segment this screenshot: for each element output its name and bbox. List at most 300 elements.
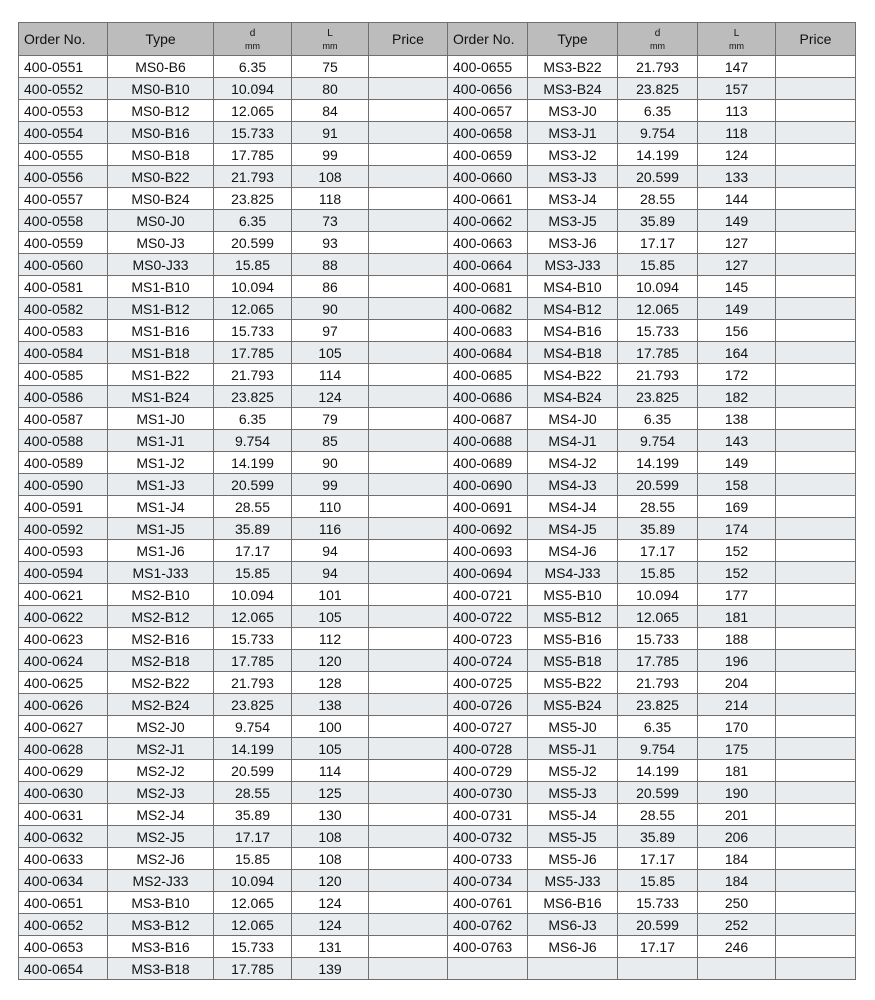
right-d-cell: 15.733: [618, 320, 698, 342]
table-row: [19, 122, 856, 144]
left-type-cell: MS3-B18: [108, 958, 214, 980]
right-l-cell: 196: [698, 650, 776, 672]
right-order-no-cell: 400-0663: [448, 232, 528, 254]
right-type-cell: MS3-J5: [528, 210, 618, 232]
right-price-cell: [776, 870, 856, 892]
left-d-cell: 12.065: [214, 914, 292, 936]
right-l-cell: 127: [698, 254, 776, 276]
table-row: [19, 386, 856, 408]
right-l-cell: 252: [698, 914, 776, 936]
right-d-cell: 17.17: [618, 936, 698, 958]
right-type-cell: MS5-B16: [528, 628, 618, 650]
left-type-cell: MS0-J33: [108, 254, 214, 276]
right-type-cell: MS6-B16: [528, 892, 618, 914]
left-order-no-cell: 400-0633: [19, 848, 108, 870]
left-price-cell: [369, 562, 448, 584]
left-price-cell: [369, 166, 448, 188]
header-row: [19, 23, 856, 56]
left-order-no-cell: 400-0625: [19, 672, 108, 694]
right-l-cell: 113: [698, 100, 776, 122]
right-l-cell: 127: [698, 232, 776, 254]
table-row: [19, 936, 856, 958]
right-d-cell: 28.55: [618, 496, 698, 518]
right-order-no-cell: 400-0660: [448, 166, 528, 188]
right-d-cell: 21.793: [618, 56, 698, 78]
right-l-cell: 158: [698, 474, 776, 496]
table-row: [19, 870, 856, 892]
left-type-cell: MS1-J2: [108, 452, 214, 474]
right-order-no-cell: [448, 958, 528, 980]
left-order-no-cell: 400-0584: [19, 342, 108, 364]
right-type-cell: MS5-J6: [528, 848, 618, 870]
right-order-no-cell: 400-0694: [448, 562, 528, 584]
table-row: [19, 738, 856, 760]
header-l-symbol: L: [327, 27, 333, 39]
right-type-cell: [528, 958, 618, 980]
table-row: [19, 848, 856, 870]
table-row: [19, 188, 856, 210]
left-d-cell: 12.065: [214, 892, 292, 914]
right-l-cell: 156: [698, 320, 776, 342]
left-order-no-cell: 400-0560: [19, 254, 108, 276]
table-row: [19, 760, 856, 782]
left-order-no-cell: 400-0627: [19, 716, 108, 738]
left-price-cell: [369, 848, 448, 870]
left-price-cell: [369, 518, 448, 540]
table-row: [19, 892, 856, 914]
left-l-cell: 75: [292, 56, 369, 78]
left-order-no-cell: 400-0623: [19, 628, 108, 650]
header-type-2: Type: [528, 23, 618, 56]
right-l-cell: 147: [698, 56, 776, 78]
header-d-unit: mm: [245, 40, 260, 51]
right-d-cell: 28.55: [618, 188, 698, 210]
left-l-cell: 130: [292, 804, 369, 826]
left-l-cell: 91: [292, 122, 369, 144]
header-d-symbol: d: [249, 27, 256, 39]
left-price-cell: [369, 496, 448, 518]
left-d-cell: 15.733: [214, 628, 292, 650]
right-order-no-cell: 400-0723: [448, 628, 528, 650]
left-price-cell: [369, 78, 448, 100]
left-type-cell: MS0-B16: [108, 122, 214, 144]
right-order-no-cell: 400-0691: [448, 496, 528, 518]
right-type-cell: MS3-J0: [528, 100, 618, 122]
header-order-no-2: Order No.: [448, 23, 528, 56]
left-order-no-cell: 400-0622: [19, 606, 108, 628]
left-price-cell: [369, 342, 448, 364]
right-price-cell: [776, 100, 856, 122]
right-l-cell: 174: [698, 518, 776, 540]
right-order-no-cell: 400-0763: [448, 936, 528, 958]
right-order-no-cell: 400-0661: [448, 188, 528, 210]
table-row: [19, 540, 856, 562]
right-order-no-cell: 400-0684: [448, 342, 528, 364]
table-row: [19, 56, 856, 78]
right-type-cell: MS3-B24: [528, 78, 618, 100]
left-order-no-cell: 400-0552: [19, 78, 108, 100]
right-price-cell: [776, 452, 856, 474]
header-l-unit: mm: [322, 40, 338, 51]
right-l-cell: 204: [698, 672, 776, 694]
table-row: [19, 606, 856, 628]
table-row: [19, 562, 856, 584]
right-l-cell: 181: [698, 606, 776, 628]
table-row: [19, 496, 856, 518]
right-order-no-cell: 400-0658: [448, 122, 528, 144]
header-d-unit-2: mm: [650, 40, 665, 51]
left-type-cell: MS2-J4: [108, 804, 214, 826]
left-d-cell: 17.785: [214, 958, 292, 980]
left-price-cell: [369, 760, 448, 782]
left-order-no-cell: 400-0590: [19, 474, 108, 496]
left-price-cell: [369, 804, 448, 826]
left-l-cell: 99: [292, 144, 369, 166]
right-d-cell: 23.825: [618, 694, 698, 716]
left-d-cell: 17.785: [214, 144, 292, 166]
table-row: [19, 672, 856, 694]
left-l-cell: 124: [292, 892, 369, 914]
left-order-no-cell: 400-0587: [19, 408, 108, 430]
right-d-cell: 6.35: [618, 716, 698, 738]
left-d-cell: 17.785: [214, 650, 292, 672]
right-type-cell: MS4-J2: [528, 452, 618, 474]
right-price-cell: [776, 936, 856, 958]
right-order-no-cell: 400-0655: [448, 56, 528, 78]
right-order-no-cell: 400-0728: [448, 738, 528, 760]
left-order-no-cell: 400-0634: [19, 870, 108, 892]
right-price-cell: [776, 474, 856, 496]
right-order-no-cell: 400-0732: [448, 826, 528, 848]
right-order-no-cell: 400-0656: [448, 78, 528, 100]
right-d-cell: 6.35: [618, 100, 698, 122]
left-price-cell: [369, 540, 448, 562]
table-row: [19, 628, 856, 650]
right-price-cell: [776, 716, 856, 738]
right-order-no-cell: 400-0730: [448, 782, 528, 804]
right-type-cell: MS3-B22: [528, 56, 618, 78]
right-order-no-cell: 400-0734: [448, 870, 528, 892]
right-price-cell: [776, 540, 856, 562]
left-type-cell: MS1-B24: [108, 386, 214, 408]
right-type-cell: MS4-B22: [528, 364, 618, 386]
left-price-cell: [369, 100, 448, 122]
header-type: Type: [108, 23, 214, 56]
left-d-cell: 17.785: [214, 342, 292, 364]
header-l: [292, 23, 369, 56]
left-type-cell: MS0-B12: [108, 100, 214, 122]
left-order-no-cell: 400-0551: [19, 56, 108, 78]
left-price-cell: [369, 738, 448, 760]
left-order-no-cell: 400-0583: [19, 320, 108, 342]
left-l-cell: 108: [292, 166, 369, 188]
left-type-cell: MS1-B22: [108, 364, 214, 386]
left-order-no-cell: 400-0589: [19, 452, 108, 474]
right-order-no-cell: 400-0683: [448, 320, 528, 342]
left-type-cell: MS0-B24: [108, 188, 214, 210]
right-l-cell: 157: [698, 78, 776, 100]
right-price-cell: [776, 232, 856, 254]
left-l-cell: 100: [292, 716, 369, 738]
table-row: [19, 518, 856, 540]
left-l-cell: 79: [292, 408, 369, 430]
right-d-cell: 17.785: [618, 342, 698, 364]
right-l-cell: 206: [698, 826, 776, 848]
left-d-cell: 9.754: [214, 430, 292, 452]
right-d-cell: 10.094: [618, 276, 698, 298]
left-d-cell: 15.733: [214, 936, 292, 958]
left-order-no-cell: 400-0624: [19, 650, 108, 672]
right-order-no-cell: 400-0762: [448, 914, 528, 936]
right-d-cell: [618, 958, 698, 980]
left-l-cell: 88: [292, 254, 369, 276]
table-row: [19, 694, 856, 716]
table-row: [19, 452, 856, 474]
right-order-no-cell: 400-0682: [448, 298, 528, 320]
right-l-cell: 170: [698, 716, 776, 738]
left-order-no-cell: 400-0554: [19, 122, 108, 144]
left-d-cell: 10.094: [214, 276, 292, 298]
right-l-cell: 177: [698, 584, 776, 606]
table-body: [19, 56, 856, 980]
left-d-cell: 10.094: [214, 584, 292, 606]
left-d-cell: 15.85: [214, 562, 292, 584]
right-l-cell: 214: [698, 694, 776, 716]
left-order-no-cell: 400-0652: [19, 914, 108, 936]
left-d-cell: 21.793: [214, 166, 292, 188]
left-order-no-cell: 400-0558: [19, 210, 108, 232]
right-l-cell: 124: [698, 144, 776, 166]
left-price-cell: [369, 188, 448, 210]
right-l-cell: 184: [698, 870, 776, 892]
left-l-cell: 120: [292, 870, 369, 892]
right-type-cell: MS5-J5: [528, 826, 618, 848]
table-row: [19, 914, 856, 936]
left-type-cell: MS0-J0: [108, 210, 214, 232]
left-l-cell: 128: [292, 672, 369, 694]
left-type-cell: MS2-B12: [108, 606, 214, 628]
right-order-no-cell: 400-0729: [448, 760, 528, 782]
right-d-cell: 14.199: [618, 452, 698, 474]
right-order-no-cell: 400-0724: [448, 650, 528, 672]
right-l-cell: 164: [698, 342, 776, 364]
left-l-cell: 105: [292, 342, 369, 364]
left-order-no-cell: 400-0592: [19, 518, 108, 540]
left-l-cell: 120: [292, 650, 369, 672]
right-type-cell: MS3-J1: [528, 122, 618, 144]
left-d-cell: 14.199: [214, 452, 292, 474]
left-order-no-cell: 400-0556: [19, 166, 108, 188]
right-type-cell: MS4-B18: [528, 342, 618, 364]
right-type-cell: MS4-B24: [528, 386, 618, 408]
left-type-cell: MS2-J0: [108, 716, 214, 738]
right-type-cell: MS6-J6: [528, 936, 618, 958]
header-l-symbol-2: L: [733, 27, 740, 39]
right-d-cell: 23.825: [618, 386, 698, 408]
left-l-cell: 139: [292, 958, 369, 980]
left-price-cell: [369, 232, 448, 254]
right-type-cell: MS5-J1: [528, 738, 618, 760]
right-order-no-cell: 400-0726: [448, 694, 528, 716]
right-price-cell: [776, 342, 856, 364]
left-d-cell: 10.094: [214, 78, 292, 100]
right-type-cell: MS3-J6: [528, 232, 618, 254]
right-d-cell: 17.17: [618, 540, 698, 562]
left-order-no-cell: 400-0654: [19, 958, 108, 980]
right-l-cell: [698, 958, 776, 980]
header-d-symbol-2: d: [654, 27, 661, 39]
left-d-cell: 12.065: [214, 298, 292, 320]
right-l-cell: 181: [698, 760, 776, 782]
left-order-no-cell: 400-0581: [19, 276, 108, 298]
right-price-cell: [776, 694, 856, 716]
left-order-no-cell: 400-0586: [19, 386, 108, 408]
right-order-no-cell: 400-0693: [448, 540, 528, 562]
left-d-cell: 17.17: [214, 540, 292, 562]
left-price-cell: [369, 276, 448, 298]
right-d-cell: 15.733: [618, 628, 698, 650]
left-price-cell: [369, 606, 448, 628]
right-d-cell: 9.754: [618, 738, 698, 760]
right-price-cell: [776, 826, 856, 848]
left-price-cell: [369, 386, 448, 408]
left-d-cell: 23.825: [214, 188, 292, 210]
right-price-cell: [776, 386, 856, 408]
right-d-cell: 9.754: [618, 430, 698, 452]
left-type-cell: MS2-B22: [108, 672, 214, 694]
right-price-cell: [776, 650, 856, 672]
left-order-no-cell: 400-0621: [19, 584, 108, 606]
table-row: [19, 78, 856, 100]
right-order-no-cell: 400-0721: [448, 584, 528, 606]
left-price-cell: [369, 892, 448, 914]
right-type-cell: MS4-J1: [528, 430, 618, 452]
right-order-no-cell: 400-0686: [448, 386, 528, 408]
left-price-cell: [369, 122, 448, 144]
right-d-cell: 12.065: [618, 298, 698, 320]
left-l-cell: 112: [292, 628, 369, 650]
right-price-cell: [776, 804, 856, 826]
header-d-2: [618, 23, 698, 56]
right-price-cell: [776, 562, 856, 584]
right-type-cell: MS5-B24: [528, 694, 618, 716]
right-type-cell: MS3-J2: [528, 144, 618, 166]
table-row: [19, 430, 856, 452]
left-l-cell: 97: [292, 320, 369, 342]
left-l-cell: 94: [292, 540, 369, 562]
table-row: [19, 298, 856, 320]
right-type-cell: MS5-B12: [528, 606, 618, 628]
left-type-cell: MS1-J5: [108, 518, 214, 540]
right-l-cell: 152: [698, 540, 776, 562]
right-d-cell: 35.89: [618, 210, 698, 232]
right-d-cell: 17.17: [618, 848, 698, 870]
right-price-cell: [776, 276, 856, 298]
right-type-cell: MS5-J2: [528, 760, 618, 782]
left-type-cell: MS2-B16: [108, 628, 214, 650]
right-price-cell: [776, 210, 856, 232]
left-type-cell: MS0-B18: [108, 144, 214, 166]
table-row: [19, 584, 856, 606]
left-type-cell: MS1-J1: [108, 430, 214, 452]
left-type-cell: MS2-B18: [108, 650, 214, 672]
left-type-cell: MS2-J3: [108, 782, 214, 804]
left-order-no-cell: 400-0653: [19, 936, 108, 958]
table-row: [19, 650, 856, 672]
left-order-no-cell: 400-0631: [19, 804, 108, 826]
right-price-cell: [776, 914, 856, 936]
left-l-cell: 131: [292, 936, 369, 958]
left-d-cell: 12.065: [214, 100, 292, 122]
right-l-cell: 182: [698, 386, 776, 408]
right-l-cell: 172: [698, 364, 776, 386]
left-d-cell: 15.85: [214, 254, 292, 276]
left-type-cell: MS1-J4: [108, 496, 214, 518]
table-row: [19, 474, 856, 496]
right-type-cell: MS4-J33: [528, 562, 618, 584]
right-price-cell: [776, 56, 856, 78]
left-l-cell: 124: [292, 386, 369, 408]
right-order-no-cell: 400-0727: [448, 716, 528, 738]
table-row: [19, 958, 856, 980]
right-d-cell: 35.89: [618, 518, 698, 540]
left-order-no-cell: 400-0594: [19, 562, 108, 584]
left-d-cell: 14.199: [214, 738, 292, 760]
right-d-cell: 17.17: [618, 232, 698, 254]
right-price-cell: [776, 496, 856, 518]
right-price-cell: [776, 518, 856, 540]
left-price-cell: [369, 826, 448, 848]
left-price-cell: [369, 782, 448, 804]
right-type-cell: MS4-J4: [528, 496, 618, 518]
right-order-no-cell: 400-0659: [448, 144, 528, 166]
right-price-cell: [776, 364, 856, 386]
left-d-cell: 20.599: [214, 232, 292, 254]
left-l-cell: 138: [292, 694, 369, 716]
right-price-cell: [776, 166, 856, 188]
right-l-cell: 145: [698, 276, 776, 298]
header-price: Price: [369, 23, 448, 56]
right-type-cell: MS5-J3: [528, 782, 618, 804]
left-type-cell: MS1-J3: [108, 474, 214, 496]
left-type-cell: MS0-B6: [108, 56, 214, 78]
left-order-no-cell: 400-0632: [19, 826, 108, 848]
right-type-cell: MS4-J6: [528, 540, 618, 562]
right-type-cell: MS5-J0: [528, 716, 618, 738]
left-d-cell: 17.17: [214, 826, 292, 848]
table-row: [19, 166, 856, 188]
table-row: [19, 232, 856, 254]
right-order-no-cell: 400-0662: [448, 210, 528, 232]
left-l-cell: 80: [292, 78, 369, 100]
right-d-cell: 9.754: [618, 122, 698, 144]
right-d-cell: 15.85: [618, 562, 698, 584]
left-order-no-cell: 400-0585: [19, 364, 108, 386]
right-type-cell: MS3-J3: [528, 166, 618, 188]
right-price-cell: [776, 760, 856, 782]
left-l-cell: 99: [292, 474, 369, 496]
price-table-container: [18, 22, 856, 980]
left-d-cell: 23.825: [214, 694, 292, 716]
left-d-cell: 21.793: [214, 364, 292, 386]
left-price-cell: [369, 430, 448, 452]
left-type-cell: MS2-B24: [108, 694, 214, 716]
left-l-cell: 84: [292, 100, 369, 122]
right-d-cell: 23.825: [618, 78, 698, 100]
left-order-no-cell: 400-0555: [19, 144, 108, 166]
left-d-cell: 9.754: [214, 716, 292, 738]
right-type-cell: MS5-B10: [528, 584, 618, 606]
